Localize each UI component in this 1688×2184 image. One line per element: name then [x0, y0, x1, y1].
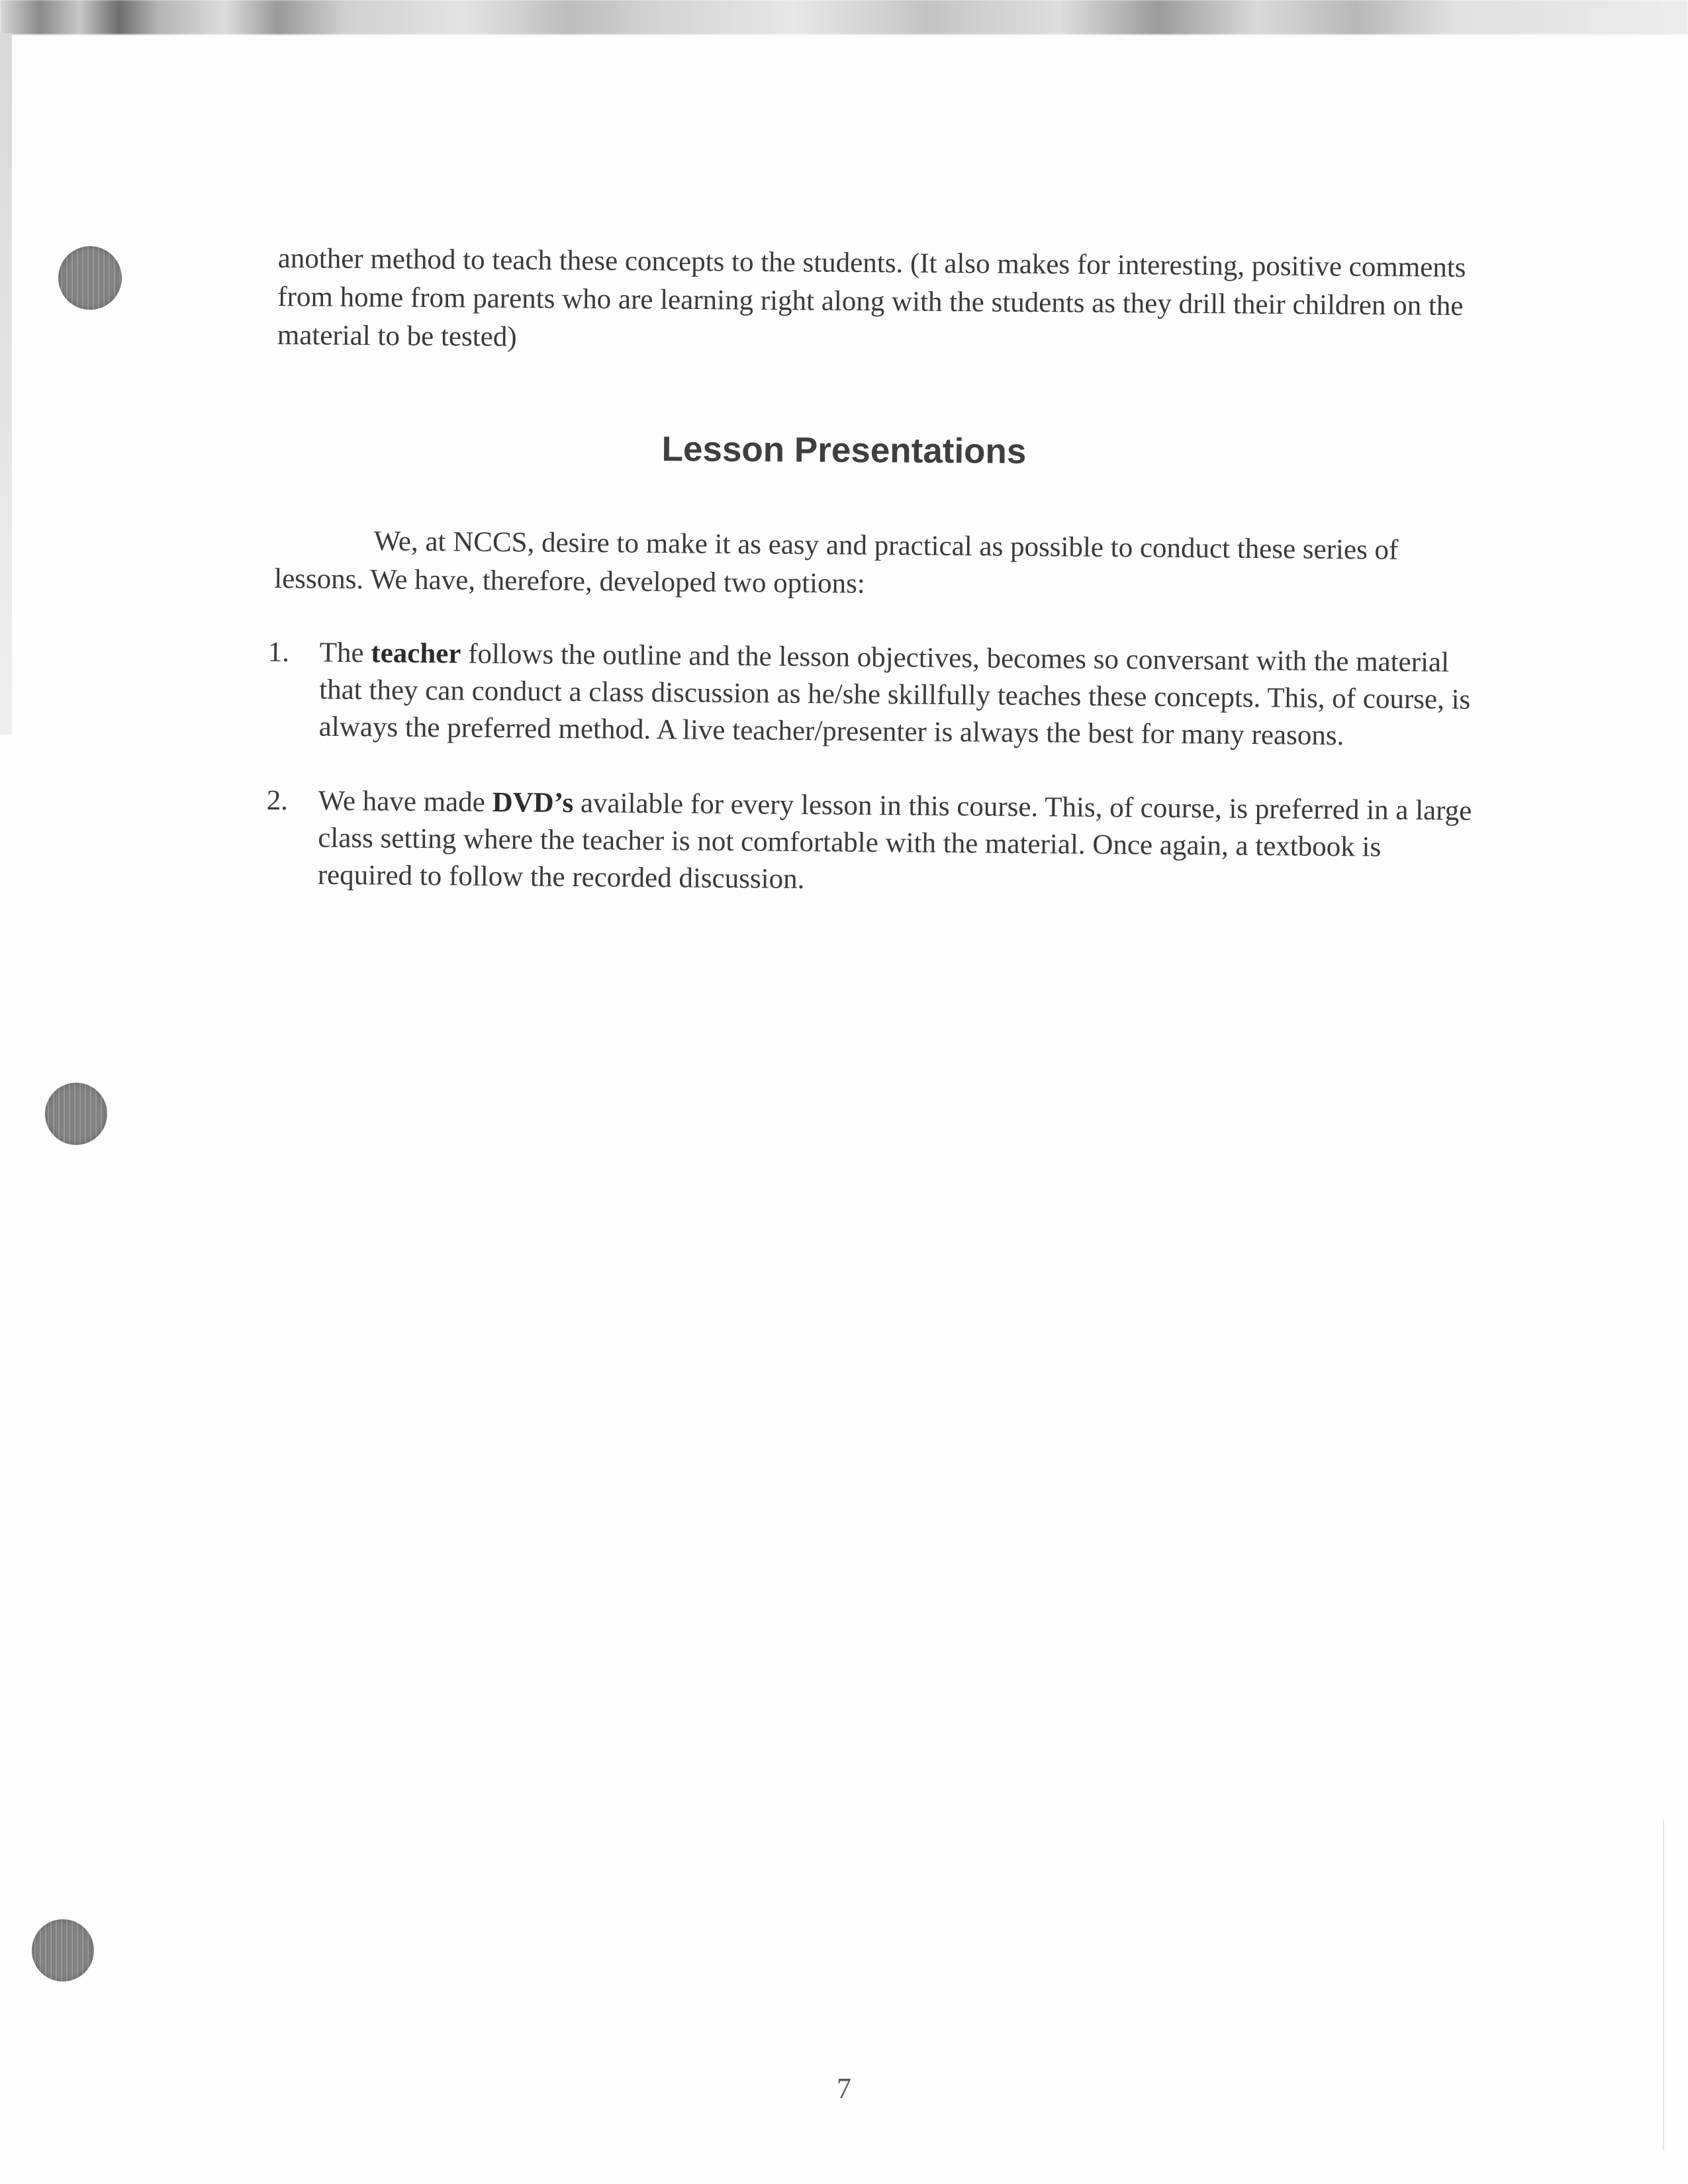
list-item-emphasis: teacher	[371, 637, 461, 670]
list-item-emphasis: DVD’s	[492, 786, 574, 819]
intro-paragraph: another method to teach these concepts to the students. (It also makes for interesting, positive comments from home from parents who are learning right along with the students as they drill their children on the material to be tested)	[277, 242, 1466, 353]
list-item	[266, 782, 1478, 904]
list-item	[267, 634, 1479, 756]
scan-edge-shadow	[0, 33, 12, 735]
options-list	[266, 634, 1479, 904]
list-item-text-before: We have made	[318, 785, 492, 818]
binder-hole	[45, 1083, 107, 1145]
binder-hole	[58, 246, 122, 310]
list-item-text-before: The	[319, 637, 371, 669]
list-item-text-after: follows the outline and the lesson objectives, becomes so conversant with the material that they can conduct a class discussion as he/she skillfully teaches these concepts. This, of course, is always the preferred method. A live teacher/presenter is always the best for many reasons.	[318, 638, 1471, 752]
list-item-number: 1.	[267, 636, 290, 668]
section-heading: Lesson Presentations	[661, 430, 1027, 471]
binder-hole	[32, 1919, 94, 1981]
list-item-text-after: available for every lesson in this course. This, of course, is preferred in a large class setting where the teacher is not comfortable with the material. Once again, a textbook is required to follow the recorded discussion.	[317, 788, 1472, 895]
options-intro-paragraph	[274, 522, 1466, 609]
scan-edge-shadow	[1663, 1820, 1688, 2151]
scan-edge-artifact	[0, 0, 1688, 46]
page-number: 7	[837, 2072, 851, 2105]
options-intro-text: We, at NCCS, desire to make it as easy and practical as possible to conduct these series of lessons. We have, therefore, developed two options:	[274, 525, 1399, 600]
list-item-number: 2.	[266, 784, 289, 817]
